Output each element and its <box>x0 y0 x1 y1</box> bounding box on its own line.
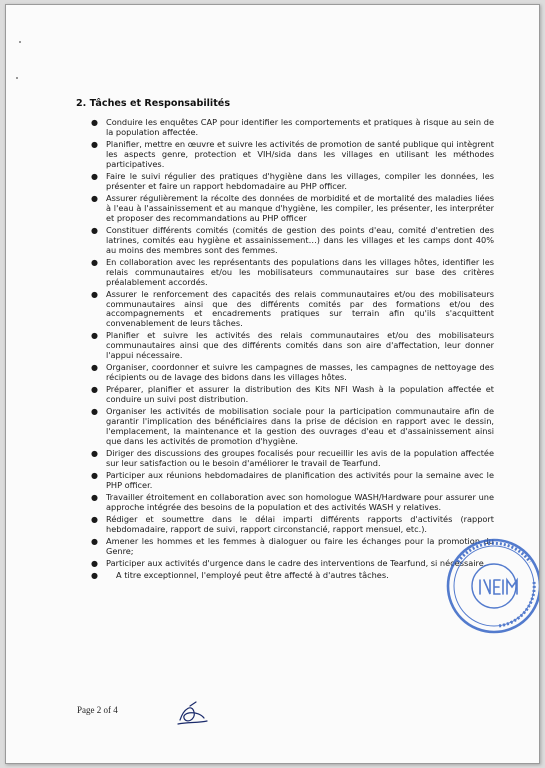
list-item: ● Travailler étroitement en collaboration avec son homologue WASH/Hardware pour assurer une approche intégrée des besoins de la population et des activités WASH y relatives. <box>91 492 494 513</box>
bullet-icon: ● <box>91 225 98 235</box>
list-item: ● Organiser, coordonner et suivre les campagnes de masses, les campagnes de nettoyage des récipients ou de lavage des bidons dans les villages hôtes. <box>91 362 494 383</box>
bullet-icon: ● <box>91 257 98 267</box>
bullet-icon: ● <box>91 515 98 525</box>
bullet-icon: ● <box>91 449 98 459</box>
list-item: ● Participer aux réunions hebdomadaires de planification des activités pour la semaine avec le PHP officer. <box>91 470 494 491</box>
responsibilities-list <box>90 118 494 583</box>
document-page <box>5 4 540 764</box>
list-item: ● Constituer différents comités (comités de gestion des points d'eau, comité d'entretien des latrines, comités eau hygiène et assainissement…) dans les villages et les camps dont 40% au moins des membres sont des femmes. <box>91 224 494 255</box>
signature-mark <box>174 698 210 730</box>
list-item: ● Faire le suivi régulier des pratiques d'hygiène dans les villages, compiler les données, les présenter et faire un rapport hebdomadaire au PHP officer. <box>91 170 494 191</box>
bullet-icon: ● <box>91 193 98 203</box>
list-item: ● Préparer, planifier et assurer la distribution des Kits NFI Wash à la population affectée et conduire un suivi post distribution. <box>91 384 494 405</box>
bullet-icon: ● <box>91 407 98 417</box>
list-item: ● Planifier et suivre les activités des relais communautaires et/ou des mobilisateurs communautaires ainsi que des différents comités dans son aire d'affectation, leur donner l'appui nécessaire. <box>91 330 494 361</box>
bullet-icon: ● <box>91 559 98 569</box>
list-item: ● Participer aux activités d'urgence dans le cadre des interventions de Tearfund, si nécessaire. <box>91 558 487 569</box>
list-item: ● Assurer le renforcement des capacités des relais communautaires et/ou des mobilisateurs communautaires ainsi que des différents comités par des formations et/ou des accompagnements et encadrements pratiques sur terrain afin qu'ils s'acquittent convenablement de leurs tâches. <box>91 288 494 329</box>
official-stamp <box>438 532 540 640</box>
bullet-icon: ● <box>91 471 98 481</box>
bullet-icon: ● <box>91 331 98 341</box>
list-item: ● Conduire les enquêtes CAP pour identifier les comportements et pratiques à risque au sein de la population affectée. <box>91 117 494 137</box>
list-item: ● En collaboration avec les représentants des populations dans les villages hôtes, identifier les relais communautaires et/ou les mobilisateurs communautaires sur base des critères préalablement accordés. <box>91 256 494 287</box>
bullet-icon: ● <box>91 118 98 127</box>
list-item: ● Assurer régulièrement la récolte des données de morbidité et de mortalité des maladies liées à l'eau à l'assainissement et au manque d'hygiène, les compiler, les présenter, les interpréter et proposer des recommandations au PHP officer <box>91 192 494 223</box>
bullet-icon: ● <box>91 385 98 395</box>
list-item: ● Organiser les activités de mobilisation sociale pour la participation communautaire afin de garantir l'implication des bénéficiaires dans la prise de décision en rapport avec le dessin, l'emplacement, la maintenance et la gestion des ouvrages d'eau et d'assainissement ainsi que dans les activités de promotion d'hygiène. <box>91 406 494 447</box>
section-heading: 2. Tâches et Responsabilités <box>76 98 231 109</box>
bullet-icon: ● <box>91 571 98 581</box>
bullet-icon: ● <box>91 363 98 373</box>
bullet-icon: ● <box>91 289 98 299</box>
bullet-icon: ● <box>91 140 98 149</box>
list-item: ● Planifier, mettre en œuvre et suivre les activités de promotion de santé publique qui intègrent les aspects genre, protection et VIH/sida dans les villages en utilisant les méthodes participatives. <box>91 139 494 169</box>
bullet-icon: ● <box>91 171 98 181</box>
scan-speck <box>16 77 18 79</box>
bullet-icon: ● <box>91 537 98 547</box>
list-item: ● Rédiger et soumettre dans le délai imparti différents rapports d'activités (rapport hebdomadaire, rapport de suivi, rapport circonstancié, rapport mensuel, etc.). <box>91 514 494 535</box>
list-item: ● Amener les hommes et les femmes à dialoguer ou faire les échanges pour la promotion du Genre; <box>91 536 494 557</box>
scan-speck <box>19 41 21 43</box>
list-item: ● Diriger des discussions des groupes focalisés pour recueillir les avis de la population affectée sur leur satisfaction ou le besoin d'améliorer le travail de Tearfund. <box>91 448 494 469</box>
page-number: Page 2 of 4 <box>77 705 118 715</box>
list-item: ● A titre exceptionnel, l'employé peut être affecté à d'autres tâches. <box>91 570 389 581</box>
bullet-icon: ● <box>91 493 98 503</box>
